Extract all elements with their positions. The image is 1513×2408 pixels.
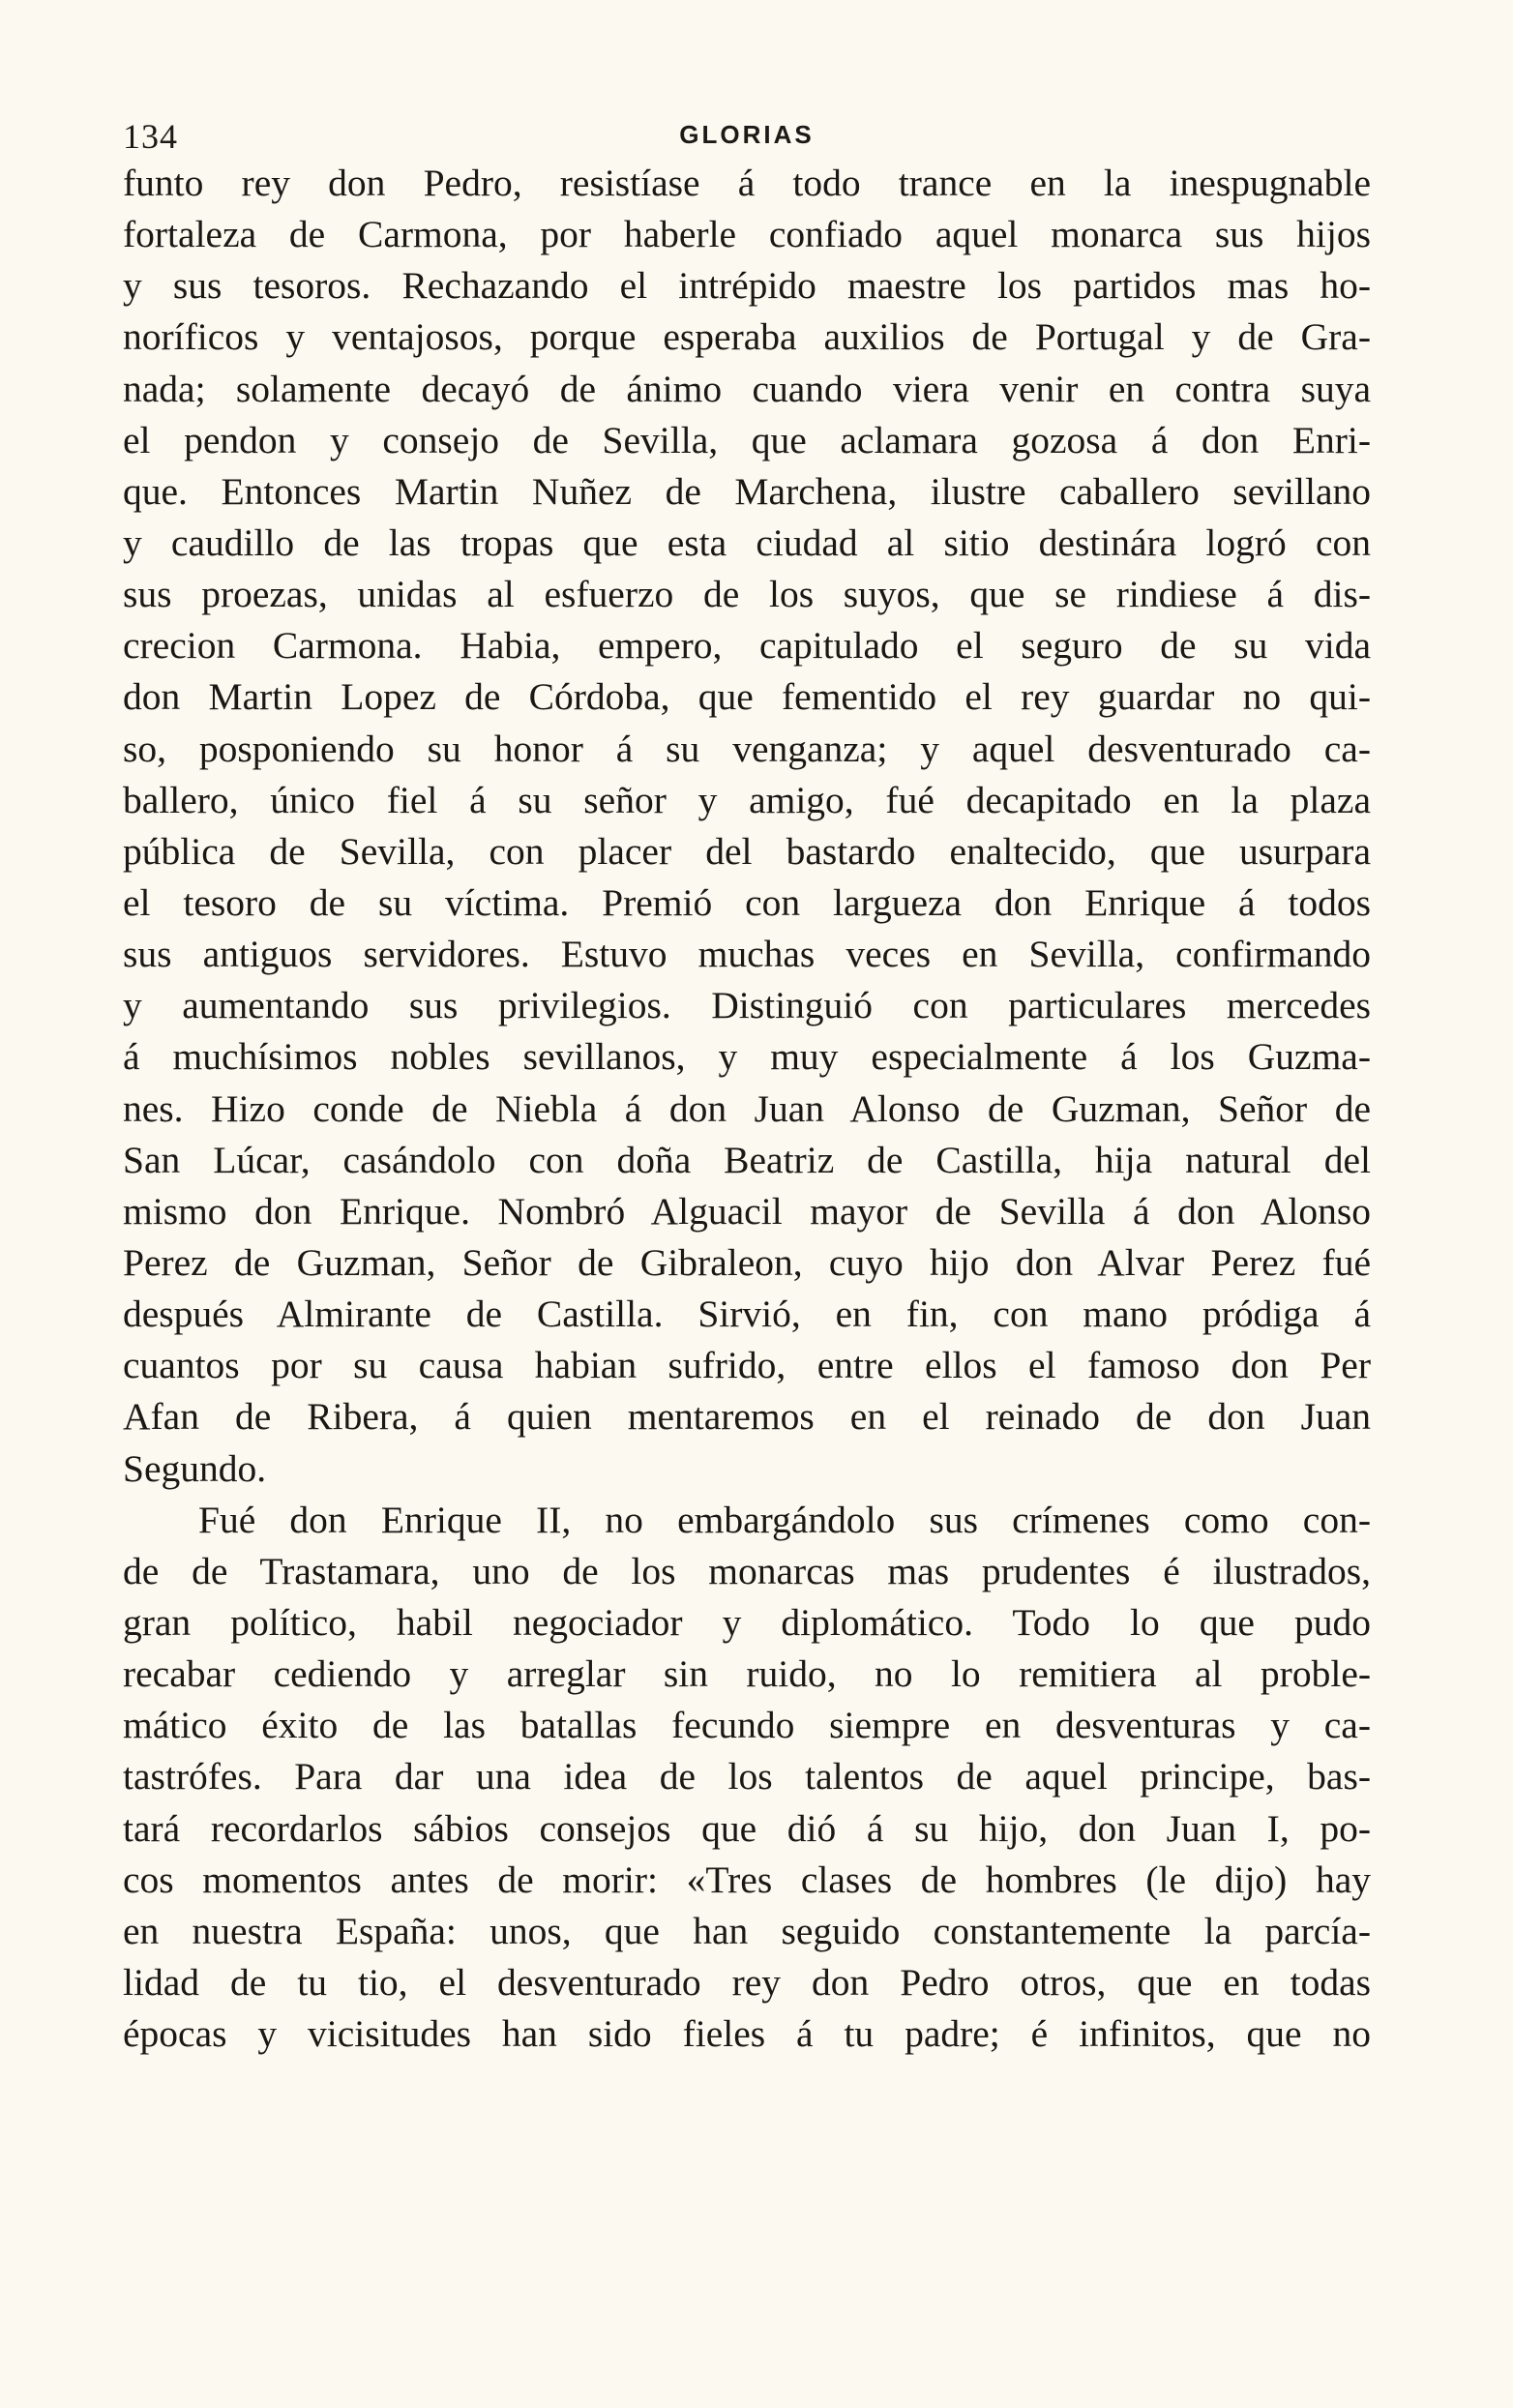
text-line: mismo don Enrique. Nombró Alguacil mayor de Sevilla á don Alonso (123, 1189, 1371, 1233)
text-line: lidad de tu tio, el desventurado rey don Pedro otros, que en todas (123, 1960, 1371, 2004)
running-head (123, 116, 1371, 155)
running-title: GLORIAS (679, 120, 815, 149)
text-line: de de Trastamara, uno de los monarcas mas prudentes é ilustrados, (123, 1549, 1371, 1592)
text-line: cos momentos antes de morir: «Tres clases de hombres (le dijo) hay (123, 1858, 1371, 1901)
text-line: San Lúcar, casándolo con doña Beatriz de Castilla, hija natural del (123, 1138, 1371, 1181)
text-line: en nuestra España: unos, que han seguido constantemente la parcía- (123, 1909, 1371, 1952)
text-line: y aumentando sus privilegios. Distinguió con particulares mercedes (123, 984, 1371, 1027)
text-line: nes. Hizo conde de Niebla á don Juan Alonso de Guzman, Señor de (123, 1086, 1371, 1130)
paragraph-end-line: Segundo. (123, 1446, 267, 1490)
text-line: después Almirante de Castilla. Sirvió, en fin, con mano pródiga á (123, 1293, 1371, 1336)
text-line: tastrófes. Para dar una idea de los talentos de aquel principe, bas- (123, 1755, 1371, 1799)
text-line: sus antiguos servidores. Estuvo muchas veces en Sevilla, confirmando (123, 933, 1371, 976)
paragraph-start-line: Fué don Enrique II, no embargándolo sus crímenes como con- (198, 1498, 1371, 1541)
text-line: sus proezas, unidas al esfuerzo de los suyos, que se rindiese á dis- (123, 573, 1371, 616)
text-line: á muchísimos nobles sevillanos, y muy especialmente á los Guzma- (123, 1035, 1371, 1079)
text-line: funto rey don Pedro, resistíase á todo trance en la inespugnable (123, 162, 1371, 204)
text-line: don Martin Lopez de Córdoba, que fementido el rey guardar no qui- (123, 675, 1371, 719)
text-line: tará recordarlos sábios consejos que dió á su hijo, don Juan I, po- (123, 1806, 1371, 1850)
text-line: y sus tesoros. Rechazando el intrépido maestre los partidos mas ho- (123, 264, 1371, 308)
text-line: crecion Carmona. Habia, empero, capitulado el seguro de su vida (123, 624, 1371, 668)
page-number: 134 (123, 117, 178, 156)
text-line: Afan de Ribera, á quien mentaremos en el reinado de don Juan (123, 1395, 1371, 1439)
text-line: Perez de Guzman, Señor de Gibraleon, cuyo hijo don Alvar Perez fué (123, 1240, 1371, 1284)
text-line: el pendon y consejo de Sevilla, que aclamara gozosa á don Enri- (123, 418, 1371, 461)
text-line: y caudillo de las tropas que esta ciudad al sitio destinára logró con (123, 520, 1371, 564)
text-line: recabar cediendo y arreglar sin ruido, no lo remitiera al proble- (123, 1652, 1371, 1696)
text-line: so, posponiendo su honor á su venganza; y aquel desventurado ca- (123, 727, 1371, 770)
text-line: que. Entonces Martin Nuñez de Marchena, ilustre caballero sevillano (123, 469, 1371, 513)
text-line: cuantos por su causa habian sufrido, entre ellos el famoso don Per (123, 1344, 1371, 1387)
text-line: pública de Sevilla, con placer del bastardo enaltecido, que usurpara (123, 829, 1371, 873)
text-line: mático éxito de las batallas fecundo siempre en desventuras y ca- (123, 1704, 1371, 1747)
text-line: nada; solamente decayó de ánimo cuando viera venir en contra suya (123, 367, 1371, 410)
text-line: épocas y vicisitudes han sido fieles á tu padre; é infinitos, que no (123, 2012, 1371, 2056)
text-line: ballero, único fiel á su señor y amigo, fué decapitado en la plaza (123, 778, 1371, 821)
text-line: gran político, habil negociador y diplomático. Todo lo que pudo (123, 1600, 1371, 1644)
text-line: noríficos y ventajosos, porque esperaba auxilios de Portugal y de Gra- (123, 315, 1371, 359)
text-line: fortaleza de Carmona, por haberle confiado aquel monarca sus hijos (123, 213, 1371, 256)
body-text (123, 158, 1371, 2060)
text-line: el tesoro de su víctima. Premió con largueza don Enrique á todos (123, 880, 1371, 924)
